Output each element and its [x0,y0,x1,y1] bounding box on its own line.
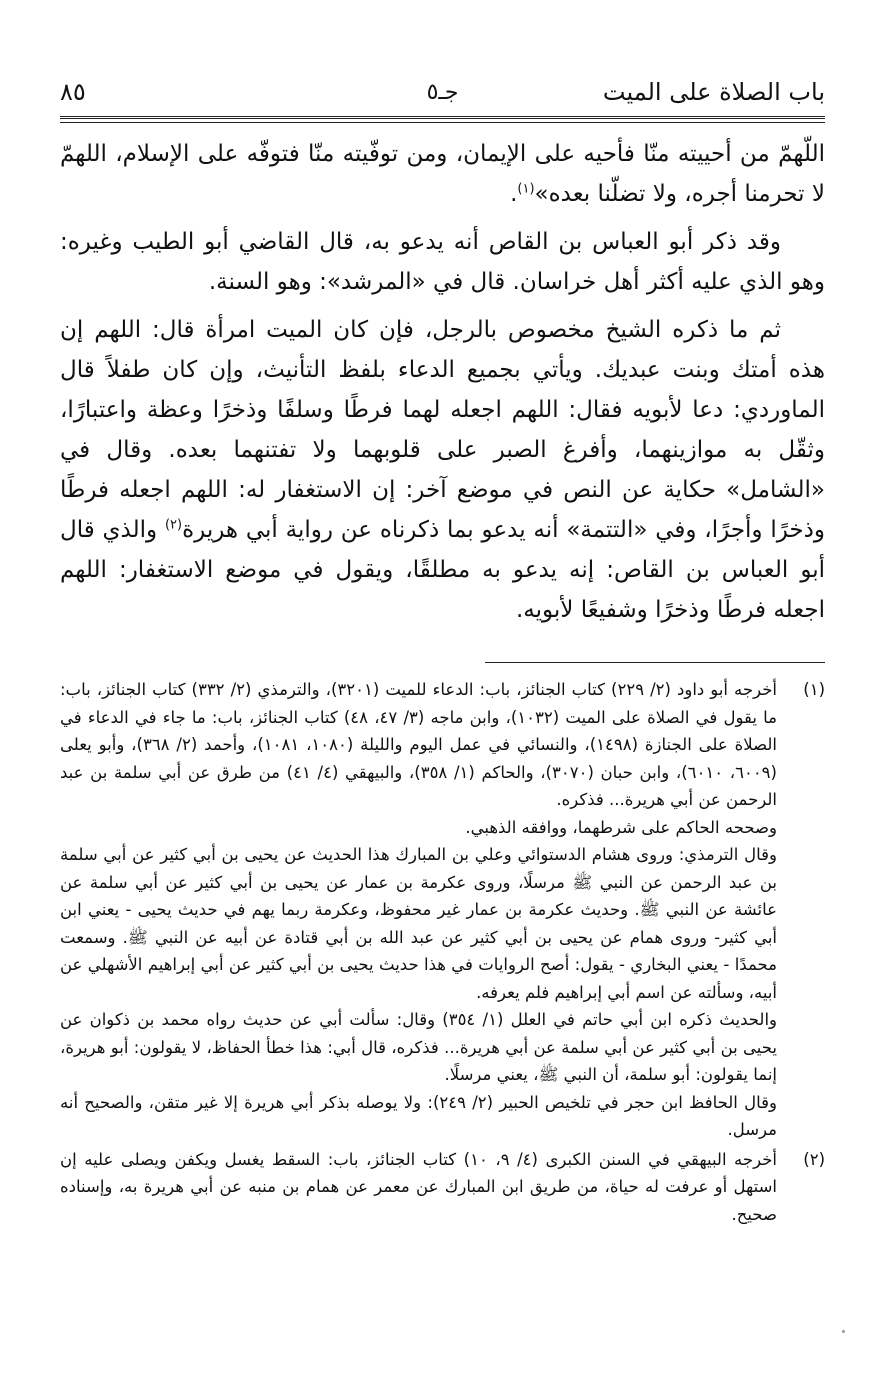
chapter-title: باب الصلاة على الميت [602,78,825,106]
scan-speck [842,1330,845,1333]
paragraph-2: وقد ذكر أبو العباس بن القاص أنه يدعو به، قال القاضي أبو الطيب وغيره: وهو الذي عليه أكثر أهل خراسان. قال في «المرشد»: وهو السنة. [60,229,825,295]
footnote-ref-2: (٢) [164,517,183,533]
main-text [60,134,825,638]
footnote-number: (١) [803,680,825,699]
running-header [60,74,825,110]
page-number: ٨٥ [60,78,86,106]
footnote-text: أخرجه أبو داود (٢/ ٢٢٩) كتاب الجنائز، باب: الدعاء للميت (٣٢٠١)، والترمذي (٢/ ٣٣٢) كتاب الجنائز، باب: ما يقول في الصلاة على الميت (١٠٣٢)، وابن ماجه (٣/ ٤٧، ٤٨) كتاب الجنائز، باب: ما جاء في الدعاء في الصلاة على الجنازة (١٤٩٨)، والنسائي في عمل اليوم والليلة (١٠٨٠، ١٠٨١)، وأحمد (٢/ ٣٦٨)، وأبو يعلى (٦٠٠٩، ٦٠١٠)، وابن حبان (٣٠٧٠)، والحاكم (١/ ٣٥٨)، والبيهقي (٤/ ٤١) من طرق عن أبي سلمة بن عبد الرحمن عن أبي هريرة... فذكره. [60,680,777,809]
footnote-number: (٢) [803,1149,825,1169]
footnote-text: والحديث ذكره ابن أبي حاتم في العلل (١/ ٣٥٤) وقال: سألت أبي عن حديث رواه محمد بن ذكوان عن يحيى بن أبي كثير عن أبي سلمة عن أبي هريرة... فذكره، قال أبي: هذا خطأ الحفاظ، لا يقولون: أبو هريرة، إنما يقولون: أبو سلمة، أن النبي ﷺ، يعني مرسلًا. [60,1010,777,1084]
footnote-2 [60,1146,825,1229]
header-rule [60,116,825,123]
footnote-separator [485,662,825,663]
paragraph-1: اللّهمّ من أحييته منّا فأحيه على الإيمان، ومن توفّيته منّا فتوفّه على الإسلام، اللهمّ لا تحرمنا أجره، ولا تضلّنا بعده»$^{(١)}$. [60,141,825,207]
footnote-ref-1: (١) [517,181,535,197]
footnote-text: وصححه الحاكم على شرطهما، ووافقه الذهبي. [465,817,777,837]
footnotes [60,676,825,1230]
footnote-1 [60,676,825,1144]
footnote-text: وقال الترمذي: وروى هشام الدستوائي وعلي بن المبارك هذا الحديث عن يحيى بن أبي كثير عن أبي سلمة بن عبد الرحمن عن النبي ﷺ مرسلًا، وروى عكرمة بن عمار عن يحيى بن أبي كثير عن أبي سلمة عن عائشة عن النبي ﷺ. وحديث عكرمة بن عمار غير محفوظ، وعكرمة ربما يهم في حديث يحيى - يعني ابن أبي كثير- وروى همام عن يحيى بن أبي كثير عن عبد الله بن أبي قتادة عن أبيه عن النبي ﷺ. وسمعت محمدًا - يعني البخاري - يقول: أصح الروايات في هذا حديث يحيى بن أبي كثير عن أبي إبراهيم الأشهلي عن أبيه، وسألته عن اسم أبي إبراهيم فلم يعرفه. [60,845,777,1002]
volume-label: جـ٥ [426,79,459,105]
footnote-text: وقال الحافظ ابن حجر في تلخيص الحبير (٢/ ٢٤٩): ولا يوصله بذكر أبي هريرة إلا غير متقن، والصحيح أنه مرسل. [60,1092,777,1139]
paragraph-3: ثم ما ذكره الشيخ مخصوص بالرجل، فإن كان الميت امرأة قال: اللهم إن هذه أمتك وبنت عبديك. ويأتي بجميع الدعاء بلفظ التأنيث، وإن كان طفلاً قال الماوردي: دعا لأبويه فقال: اللهم اجعله لهما فرطًا وسلفًا وذخرًا وعظة واعتبارًا، وثقّل به موازينهما، وأفرغ الصبر على قلوبهما ولا تفتنهما بعده. وقال في «الشامل» حكاية عن النص في موضع آخر: إن الاستغفار له: اللهم اجعله فرطًا وذخرًا وأجرًا، وفي «التتمة» أنه يدعو بما ذكرناه عن رواية أبي هريرة$^{(٢)}$ والذي قال أبو العباس بن القاص: إنه يدعو به مطلقًا، ويقول في موضع الاستغفار: اللهم اجعله فرطًا وذخرًا وشفيعًا لأبويه. [60,317,825,623]
footnote-text: أخرجه البيهقي في السنن الكبرى (٤/ ٩، ١٠) كتاب الجنائز، باب: السقط يغسل ويكفن ويصلى عليه إن استهل أو عرفت له حياة، من طريق ابن المبارك عن معمر عن همام بن منبه عن أبي هريرة به، وإسناده صحيح. [60,1149,777,1224]
